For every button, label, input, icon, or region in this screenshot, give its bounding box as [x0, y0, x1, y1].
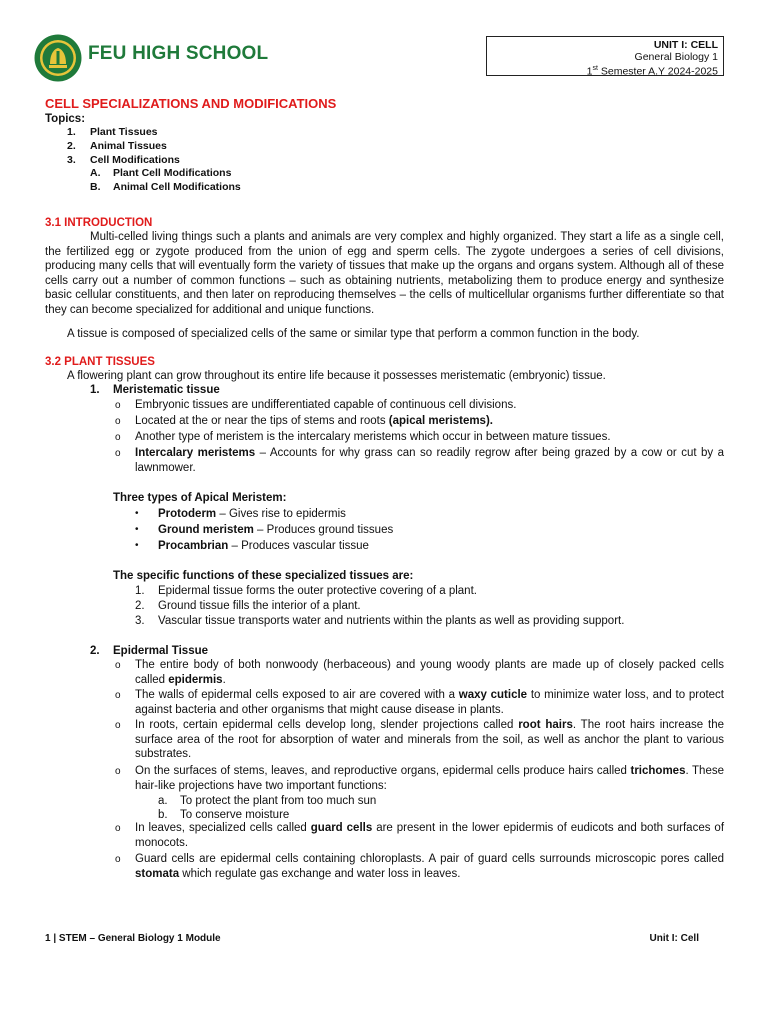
topics-label: Topics:	[45, 113, 86, 125]
footer-right: Unit I: Cell	[649, 933, 699, 944]
unit-info-box	[486, 36, 724, 76]
intro-heading: 3.1 INTRODUCTION	[45, 217, 153, 229]
unit-title: UNIT I: CELL	[653, 39, 718, 51]
meristematic-number: 1.	[90, 384, 100, 396]
footer-left: 1 | STEM – General Biology 1 Module	[45, 933, 221, 944]
epidermal-title: Epidermal Tissue	[113, 645, 209, 657]
intro-paragraph: Multi-celled living things such a plants and animals are very complex and highly organized. They start a life as a single cell, the fertilized egg or zygote produced from the union of egg and sperm cells. The zygote undergoes a series of cell divisions, producing many cells that will eventually form the variety of tissues that make up the organs and organs system. Although all of these cells carry out a number of common functions – such as obtaining nutrients, metabolizing them to produce energy and synthesize basic cellular constituents, and then later on reproducing themselves – the cells of multicellular organisms further differentiate so that they can become specialized for additional and unique functions.	[45, 231, 724, 316]
page-title: CELL SPECIALIZATIONS AND MODIFICATIONS	[45, 96, 337, 111]
meristematic-title: Meristematic tissue	[113, 384, 220, 396]
plant-tissues-heading: 3.2 PLANT TISSUES	[45, 356, 155, 368]
subject-name: General Biology 1	[634, 51, 718, 63]
semester-info: 1st Semester A.Y 2024-2025	[586, 65, 718, 78]
plant-tissues-lead: A flowering plant can grow throughout its entire life because it possesses meristematic (embryonic) tissue.	[67, 370, 606, 382]
school-name: FEU HIGH SCHOOL	[88, 43, 269, 64]
apical-heading: Three types of Apical Meristem:	[113, 492, 287, 504]
functions-heading: The specific functions of these specialized tissues are:	[113, 570, 414, 582]
tissue-definition: A tissue is composed of specialized cells of the same or similar type that perform a common function in the body.	[67, 328, 640, 340]
epidermal-number: 2.	[90, 645, 100, 657]
school-logo	[34, 34, 82, 82]
